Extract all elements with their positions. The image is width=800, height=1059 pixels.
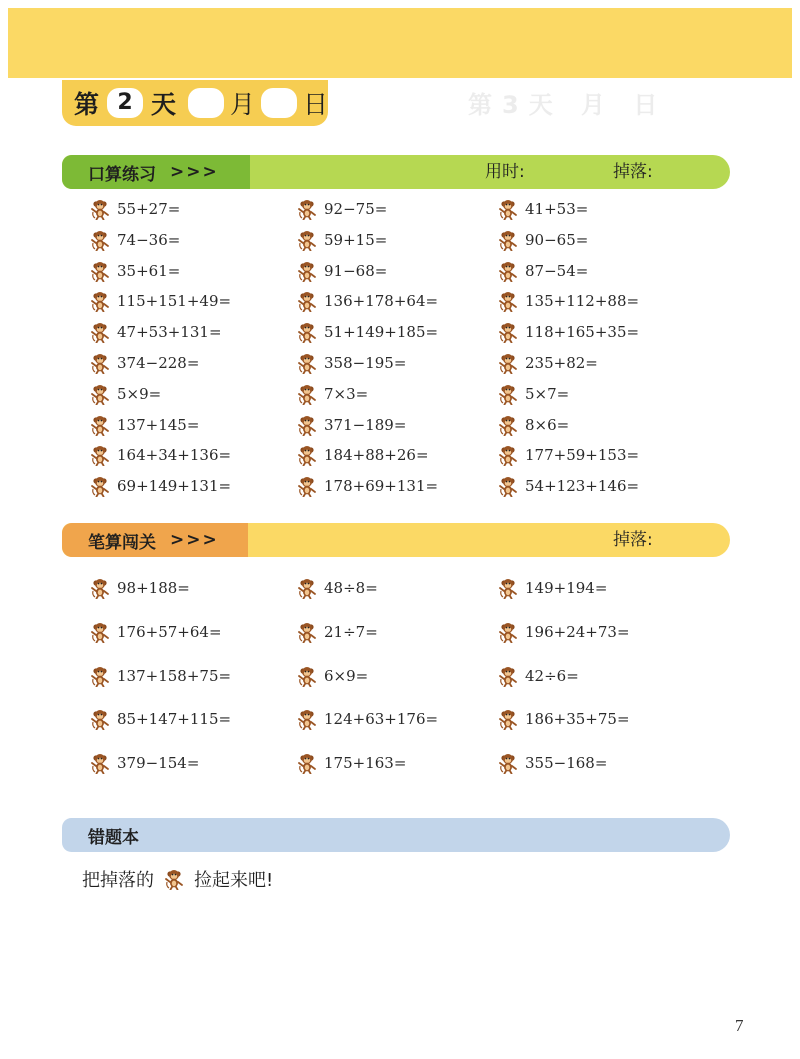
problem-text: 42÷6= (525, 666, 579, 685)
problem-text: 355−168= (525, 754, 608, 773)
problem-text: 5×7= (525, 384, 570, 403)
problem-item (498, 259, 588, 283)
written-arrows: >>> (170, 530, 219, 550)
problem-text: 358−195= (324, 354, 407, 372)
problem-text: 184+88+26= (324, 446, 429, 465)
monkey-icon (297, 708, 317, 730)
problem-text: 41+53= (525, 200, 589, 218)
monkey-icon (498, 621, 518, 643)
monkey-icon (90, 665, 110, 687)
problem-item (297, 382, 368, 406)
month-label: 月 (230, 90, 256, 119)
problem-text: 164+34+136= (117, 446, 232, 465)
monkey-icon (498, 444, 518, 466)
monkey-icon (164, 868, 184, 890)
problem-item (498, 443, 639, 467)
problem-text: 92−75= (324, 200, 388, 218)
problem-text: 176+57+64= (117, 622, 222, 641)
monkey-icon (297, 444, 317, 466)
problem-item (90, 382, 161, 406)
prompt-before: 把掉落的 (82, 870, 154, 891)
problem-item (297, 576, 378, 600)
problem-text: 135+112+88= (525, 292, 640, 311)
oral-arrows: >>> (170, 162, 219, 182)
problem-item (297, 620, 378, 644)
problem-text: 149+194= (525, 579, 608, 597)
monkey-icon (498, 414, 518, 436)
monkey-icon (90, 475, 110, 497)
problem-item (498, 707, 630, 731)
monkey-icon (498, 229, 518, 251)
problem-text: 7×3= (324, 384, 369, 403)
problem-item (498, 228, 588, 252)
monkey-icon (498, 475, 518, 497)
monkey-icon (90, 229, 110, 251)
problem-item (297, 707, 438, 731)
monkey-icon (297, 321, 317, 343)
problem-item (498, 664, 579, 688)
monkey-icon (297, 475, 317, 497)
prompt-after: 捡起来吧! (194, 870, 274, 891)
problem-text: 55+27= (117, 200, 181, 218)
monkey-icon (498, 352, 518, 374)
monkey-icon (498, 577, 518, 599)
problem-item (90, 228, 180, 252)
day-suffix: 天 (151, 90, 177, 119)
problem-item (297, 664, 368, 688)
monkey-icon (90, 708, 110, 730)
page-number: 7 (735, 1016, 744, 1035)
monkey-icon (498, 708, 518, 730)
problem-text: 59+15= (324, 230, 388, 249)
problem-item (297, 228, 387, 252)
problem-text: 136+178+64= (324, 292, 439, 311)
monkey-icon (498, 290, 518, 312)
wrong-book-tab (62, 818, 262, 852)
problem-text: 374−228= (117, 354, 200, 372)
problem-text: 178+69+131= (324, 477, 439, 496)
problem-text: 54+123+146= (525, 477, 640, 496)
written-section-title: 笔算闯关 (88, 532, 156, 553)
top-banner (8, 8, 792, 78)
monkey-icon (90, 352, 110, 374)
problem-item (297, 259, 387, 283)
wrong-book-bar (62, 818, 730, 852)
monkey-icon (297, 260, 317, 282)
monkey-icon (498, 198, 518, 220)
time-label: 用时: (485, 162, 525, 182)
problem-item (90, 197, 180, 221)
oral-dropped-label: 掉落: (613, 162, 653, 182)
problem-item (498, 351, 598, 375)
written-dropped-label: 掉落: (613, 530, 653, 550)
monkey-icon (297, 383, 317, 405)
problem-item (297, 351, 406, 375)
monkey-icon (90, 290, 110, 312)
monkey-icon (498, 665, 518, 687)
month-blank[interactable] (188, 88, 224, 118)
monkey-icon (90, 752, 110, 774)
monkey-icon (90, 621, 110, 643)
problem-text: 74−36= (117, 230, 181, 249)
written-section-bar (62, 523, 730, 557)
problem-item (90, 351, 199, 375)
problem-item (498, 474, 639, 498)
problem-item (297, 197, 387, 221)
monkey-icon (297, 577, 317, 599)
problem-text: 21÷7= (324, 622, 378, 641)
problem-text: 118+165+35= (525, 323, 640, 342)
monkey-icon (498, 383, 518, 405)
problem-item (297, 751, 406, 775)
problem-item (90, 707, 231, 731)
problem-item (498, 382, 569, 406)
problem-text: 235+82= (525, 354, 598, 372)
problem-item (498, 197, 588, 221)
date-label: 日 (303, 90, 329, 119)
problem-item (90, 664, 231, 688)
problem-text: 87−54= (525, 261, 589, 280)
problem-item (297, 413, 406, 437)
problem-item (498, 289, 639, 313)
problem-text: 90−65= (525, 230, 589, 249)
wrong-book-title: 错题本 (88, 827, 139, 848)
wrong-book-prompt (82, 866, 273, 892)
problem-text: 8×6= (525, 415, 570, 434)
problem-item (297, 474, 438, 498)
monkey-icon (297, 290, 317, 312)
problem-item (90, 259, 180, 283)
day-header (62, 80, 328, 126)
monkey-icon (90, 444, 110, 466)
problem-item (498, 576, 607, 600)
monkey-icon (297, 229, 317, 251)
problem-item (90, 289, 231, 313)
oral-section-tab (62, 155, 250, 189)
problem-item (297, 289, 438, 313)
problem-text: 51+149+185= (324, 323, 439, 342)
problem-item (498, 620, 630, 644)
problem-item (90, 620, 222, 644)
problem-item (90, 474, 231, 498)
problem-text: 177+59+153= (525, 446, 640, 465)
problem-text: 137+158+75= (117, 666, 232, 685)
problem-text: 98+188= (117, 579, 190, 597)
monkey-icon (297, 665, 317, 687)
problem-item (498, 751, 607, 775)
problem-item (90, 751, 199, 775)
monkey-icon (90, 414, 110, 436)
monkey-icon (297, 352, 317, 374)
monkey-icon (297, 414, 317, 436)
problem-text: 91−68= (324, 261, 388, 280)
problem-item (498, 413, 569, 437)
day-prefix: 第 (74, 90, 100, 119)
monkey-icon (297, 752, 317, 774)
monkey-icon (498, 321, 518, 343)
monkey-icon (90, 383, 110, 405)
problem-item (90, 443, 231, 467)
monkey-icon (297, 621, 317, 643)
monkey-icon (90, 577, 110, 599)
problem-text: 48÷8= (324, 579, 378, 597)
oral-section-title: 口算练习 (88, 164, 156, 185)
problem-item (90, 413, 199, 437)
bleed-through-text: 第3天 月 日 (468, 91, 668, 119)
date-blank[interactable] (261, 88, 297, 118)
problem-text: 186+35+75= (525, 710, 630, 729)
problem-item (90, 320, 222, 344)
day-number: 2 (107, 88, 143, 118)
problem-text: 196+24+73= (525, 622, 630, 641)
problem-text: 6×9= (324, 666, 369, 685)
problem-text: 379−154= (117, 754, 200, 773)
problem-text: 47+53+131= (117, 323, 222, 342)
monkey-icon (297, 198, 317, 220)
problem-text: 175+163= (324, 754, 407, 773)
problem-item (297, 320, 438, 344)
problem-text: 137+145= (117, 415, 200, 434)
problem-text: 69+149+131= (117, 477, 232, 496)
problem-text: 35+61= (117, 261, 181, 280)
problem-text: 371−189= (324, 415, 407, 434)
monkey-icon (498, 260, 518, 282)
written-section-tab (62, 523, 248, 557)
problem-item (498, 320, 639, 344)
monkey-icon (90, 198, 110, 220)
problem-text: 85+147+115= (117, 710, 232, 729)
monkey-icon (90, 260, 110, 282)
monkey-icon (90, 321, 110, 343)
problem-text: 115+151+49= (117, 292, 232, 311)
problem-text: 5×9= (117, 384, 162, 403)
problem-text: 124+63+176= (324, 710, 439, 729)
problem-item (297, 443, 429, 467)
problem-item (90, 576, 190, 600)
monkey-icon (498, 752, 518, 774)
oral-section-bar (62, 155, 730, 189)
